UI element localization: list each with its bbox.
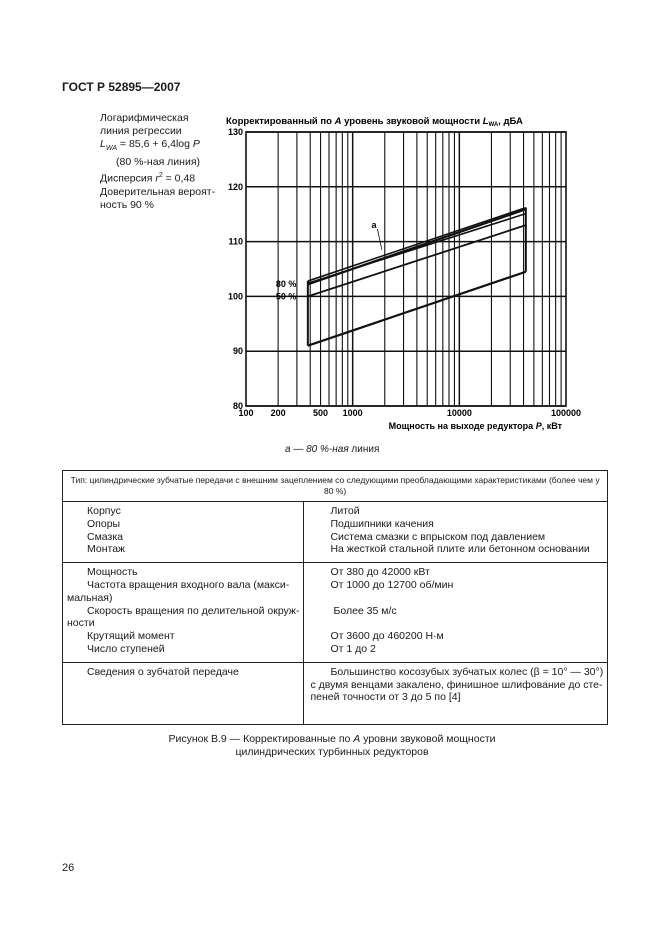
regression-legend	[100, 112, 225, 212]
label-a-leader	[377, 229, 381, 250]
footnote-dash: —	[290, 444, 307, 455]
table-row	[63, 563, 608, 663]
caption-a: А	[353, 733, 361, 745]
footnote-rest: линия	[348, 444, 380, 455]
y-tick-label: 90	[232, 346, 243, 357]
sound-power-chart	[222, 112, 582, 442]
list-item: ности	[67, 617, 95, 630]
list-item: Смазка	[87, 530, 124, 543]
y-tick-label: 100	[227, 291, 243, 302]
table-header: Тип: цилиндрические зубчатые передачи с внешним зацеплением со следующими преобладающими характеристиками (более чем у 80 %)	[63, 471, 608, 502]
caption-prefix: Рисунок В.9 — Корректированные по	[168, 733, 354, 745]
document-header: ГОСТ Р 52895—2007	[62, 80, 181, 94]
footnote-letter: a	[285, 444, 291, 455]
list-item: От 3600 до 460200 Н·м	[330, 630, 444, 643]
list-item: Опоры	[87, 517, 121, 530]
dispersion-prefix: Дисперсия	[100, 172, 156, 185]
list-item: Подшипники качения	[330, 517, 434, 530]
legend-line2: линия регрессии	[100, 125, 182, 138]
caption-line1	[0, 733, 661, 746]
list-item: Большинство косозубых зубчатых колес (β = 10° — 30°)	[330, 665, 604, 678]
list-item: мальная)	[67, 591, 113, 604]
x-tick-label: 100	[238, 408, 254, 418]
group3-right	[304, 662, 608, 724]
list-item: Крутящий момент	[87, 630, 175, 643]
list-item: с двумя венцами закалено, финишное шлифование до сте-	[310, 678, 603, 691]
legend-line7: ность 90 %	[100, 198, 155, 211]
list-item: Более 35 м/с	[333, 604, 397, 617]
list-item: Скорость вращения по делительной окруж-	[87, 604, 300, 617]
list-item: Число ступеней	[87, 642, 165, 655]
figure-caption	[0, 733, 661, 759]
group1-left	[63, 502, 304, 563]
label-50-percent: 50 %	[275, 291, 297, 302]
dispersion-var: r	[155, 172, 159, 185]
legend-dispersion	[100, 169, 225, 186]
formula-var: P	[192, 138, 200, 151]
list-item: Монтаж	[87, 543, 126, 556]
table-row	[63, 502, 608, 563]
chart-footnote	[285, 444, 379, 455]
list-item: Частота вращения входного вала (макси-	[87, 578, 290, 591]
legend-line4: (80 %-ная линия)	[116, 155, 201, 168]
formula-body: = 85,6 + 6,4log	[117, 138, 193, 151]
y-tick-label: 80	[232, 401, 243, 411]
list-item: Корпус	[87, 505, 121, 517]
x-tick-label: 100000	[550, 408, 582, 418]
group3-left	[63, 662, 304, 724]
table-row	[63, 662, 608, 724]
y-tick-label: 120	[227, 181, 243, 192]
group2-left	[63, 563, 304, 663]
label-80-percent: 80 %	[275, 278, 297, 289]
list-item: Литой	[330, 505, 360, 517]
dispersion-sup: 2	[158, 171, 163, 179]
characteristics-table	[62, 470, 608, 725]
list-item: Сведения о зубчатой передаче	[87, 665, 239, 678]
x-tick-label: 500	[313, 408, 329, 418]
x-tick-labels	[238, 408, 581, 418]
list-item: От 1 до 2	[330, 642, 376, 655]
page-number: 26	[62, 862, 75, 874]
legend-line6: Доверительная вероят-	[100, 185, 216, 198]
x-tick-label: 10000	[446, 408, 472, 418]
list-item: Мощность	[87, 566, 138, 579]
x-tick-label: 1000	[342, 408, 363, 418]
legend-formula	[100, 138, 225, 155]
formula-subscript: WA	[105, 145, 117, 153]
list-item: От 380 до 42000 кВт	[330, 566, 430, 579]
list-item: От 1000 до 12700 об/мин	[330, 578, 454, 591]
label-a: a	[371, 219, 377, 230]
x-axis-label: Мощность на выходе редуктора P, кВт	[388, 421, 562, 431]
list-item	[308, 592, 603, 605]
y-tick-label: 130	[227, 127, 243, 137]
chart-title: Корректированный по А уровень звуковой мощности $L_{WA}$, дБА	[226, 116, 523, 128]
group2-right	[304, 563, 608, 663]
y-tick-label: 110	[228, 236, 243, 247]
x-tick-label: 200	[270, 408, 286, 418]
y-tick-labels	[228, 127, 243, 411]
footnote-italic: 80 %-ная	[306, 444, 349, 455]
legend-line1: Логарифмическая	[100, 112, 189, 124]
list-item: пеней точности от 3 до 5 по [4]	[310, 691, 461, 704]
caption-line2: цилиндрических турбинных редукторов	[235, 746, 429, 758]
caption-suffix: уровни звуковой мощности	[360, 733, 496, 745]
list-item: На жесткой стальной плите или бетонном основании	[330, 543, 590, 556]
dispersion-suffix: = 0,48	[162, 172, 196, 185]
group1-right	[304, 502, 608, 563]
list-item: Система смазки с впрыском под давлением	[330, 530, 546, 543]
list-item	[308, 617, 603, 630]
formula-symbol: L	[100, 138, 106, 151]
